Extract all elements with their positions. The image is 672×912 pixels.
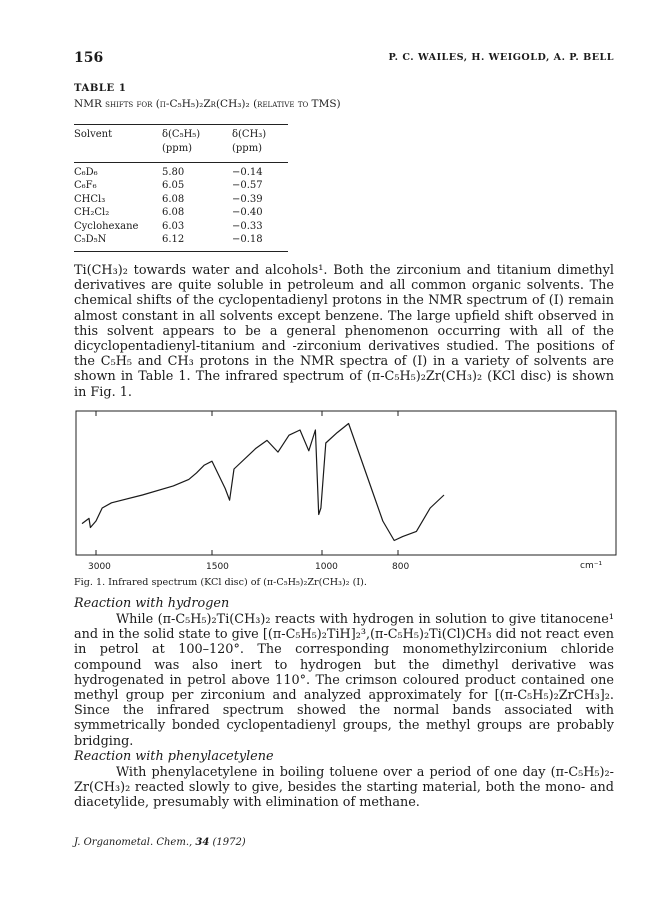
cell-ch3: −0.33 xyxy=(232,220,263,232)
tick-label-3000: 3000 xyxy=(88,562,111,572)
table-rule-mid xyxy=(74,162,288,163)
cell-solvent: C₅D₅N xyxy=(74,233,107,245)
cell-ch3: −0.40 xyxy=(232,207,263,219)
table-rule-bottom xyxy=(74,251,288,252)
table-row xyxy=(74,220,294,233)
ir-spectrum-figure xyxy=(74,405,618,570)
section-heading-phenylacetylene: Reaction with phenylacetylene xyxy=(74,749,274,764)
cell-c5h5: 6.08 xyxy=(162,207,185,219)
cell-solvent: CH₂Cl₂ xyxy=(74,207,110,219)
cell-solvent: CHCl₃ xyxy=(74,193,106,205)
table-row xyxy=(74,193,294,206)
cell-ch3: −0.57 xyxy=(232,180,263,192)
table-rule-top xyxy=(74,124,288,125)
paragraph-hydrogen: While (π-C₅H₅)₂Ti(CH₃)₂ reacts with hydrogen in solution to give titanocene¹ and in the solid state to give [(π-C₅H₅)₂TiH]₂³,(π-C₅H₅)₂Ti(Cl)CH₃ did not react even in petrol at 100–120°. The corresponding monomethylzirconium chloride compound was also inert to hydrogen but the dimethyl derivative was hydrogenated in petrol above 110°. The crimson coloured product contained one methyl group per zirconium and analyzed approximately for [(π-C₅H₅)₂ZrCH₃]₂. Since the infrared spectrum showed the normal bands associated with symmetrically bonded cyclopentadienyl groups, the methyl groups are probably bridging. xyxy=(74,612,614,749)
page-header xyxy=(74,50,614,68)
cell-solvent: Cyclohexane xyxy=(74,220,139,232)
table-header-c5h5: δ(C₅H₅) (ppm) xyxy=(162,129,201,154)
ir-spectrum-line xyxy=(82,424,444,541)
plot-frame xyxy=(76,411,616,555)
paragraph-nmr-discussion: Ti(CH₃)₂ towards water and alcohols¹. Both the zirconium and titanium dimethyl derivatives are quite soluble in petroleum and all common organic solvents. The chemical shifts of the cyclopentadienyl protons in the NMR spectrum of (I) remain almost constant in all solvents except benzene. The large upfield shift observed in this solvent appears to be a general phenomenon occurring with all of the dicyclopentadienyl-titanium and -zirconium derivatives studied. The positions of the C₅H₅ and CH₃ protons in the NMR spectra of (I) in a variety of solvents are shown in Table 1. The infrared spectrum of (π-C₅H₅)₂Zr(CH₃)₂ (KCl disc) is shown in Fig. 1. xyxy=(74,263,614,400)
page-number: 156 xyxy=(74,50,104,66)
table-row xyxy=(74,233,294,246)
axis-unit-label: cm⁻¹ xyxy=(580,561,603,571)
cell-solvent: C₆F₆ xyxy=(74,180,97,192)
tick-label-1500: 1500 xyxy=(206,562,229,572)
table-caption: NMR shifts for (π-C₅H₅)₂Zr(CH₃)₂ (relative to TMS) xyxy=(74,98,341,110)
table-header-solvent: Solvent xyxy=(74,129,113,140)
cell-c5h5: 5.80 xyxy=(162,167,185,178)
paragraph-phenylacetylene: With phenylacetylene in boiling toluene over a period of one day (π-C₅H₅)₂-Zr(CH₃)₂ reacted slowly to give, besides the starting material, both the mono- and diacetylide, presumably with elimination of methane. xyxy=(74,765,614,811)
cell-ch3: −0.14 xyxy=(232,167,263,178)
table-label: TABLE 1 xyxy=(74,83,127,94)
table-body xyxy=(74,166,294,246)
cell-c5h5: 6.12 xyxy=(162,233,185,245)
table-row xyxy=(74,179,294,192)
cell-c5h5: 6.03 xyxy=(162,220,185,232)
cell-ch3: −0.18 xyxy=(232,233,263,245)
running-head: P. C. WAILES, H. WEIGOLD, A. P. BELL xyxy=(388,52,614,63)
journal-footer: J. Organometal. Chem., 34 (1972) xyxy=(74,837,246,848)
ir-spectrum-plot xyxy=(74,405,618,565)
cell-c5h5: 6.05 xyxy=(162,180,185,192)
table-header-ch3: δ(CH₃) (ppm) xyxy=(232,129,267,154)
table-row xyxy=(74,166,294,179)
cell-solvent: C₆D₆ xyxy=(74,167,98,178)
table-row xyxy=(74,206,294,219)
figure-caption: Fig. 1. Infrared spectrum (KCl disc) of (π-C₅H₅)₂Zr(CH₃)₂ (I). xyxy=(74,577,367,588)
tick-label-1000: 1000 xyxy=(315,562,338,572)
cell-ch3: −0.39 xyxy=(232,193,263,205)
cell-c5h5: 6.08 xyxy=(162,193,185,205)
tick-label-800: 800 xyxy=(392,562,410,572)
section-heading-hydrogen: Reaction with hydrogen xyxy=(74,596,230,611)
